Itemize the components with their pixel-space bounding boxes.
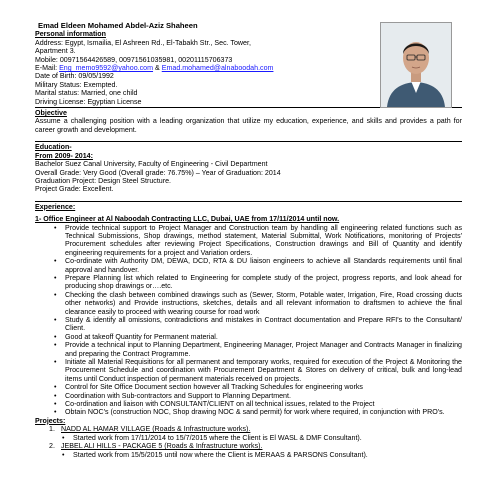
job-title: 1- Office Engineer at Al Naboodah Contracting LLC, Dubai, UAE from 17/11/2014 until now. bbox=[35, 215, 340, 224]
list-item: • Study & identify all omissions, contradictions and mistakes in Contract documentation and Prepare RFI's to the Consultant/ Client. bbox=[65, 316, 462, 333]
address-line-1: Address: Egypt, Ismailia, El Ashreen Rd., El-Tabakh Str., Sec. Tower, bbox=[35, 38, 251, 47]
education-line: Project Grade: Excellent. bbox=[35, 185, 114, 194]
profile-photo bbox=[380, 22, 452, 108]
project-title: JEBEL ALI HILLS - PACKAGE 5 (Roads & Infrastructure works). bbox=[61, 442, 263, 451]
education-line: Graduation Project: Design Steel Structure. bbox=[35, 176, 172, 185]
military-status: Military Status: Exempted. bbox=[35, 80, 118, 89]
email-link-work[interactable]: Emad.mohamed@alnaboodah.com bbox=[161, 64, 274, 73]
objective-heading: Objective bbox=[35, 109, 67, 118]
person-portrait-icon bbox=[381, 23, 451, 107]
project-title: NADD AL HAMAR VILLAGE (Roads & Infrastructure works). bbox=[61, 425, 251, 434]
projects-heading: Projects: bbox=[35, 416, 66, 425]
email-separator: & bbox=[155, 64, 160, 73]
personal-heading: Personal information bbox=[35, 30, 106, 39]
list-item: • Co-ordinate with Authority DM, DEWA, DCD, RTA & DU liaison engineers to achieve all Standards requirements until final approval and handover. bbox=[65, 257, 462, 274]
mobile-line: Mobile: 00971564426589, 00971561035981, 00201115706373 bbox=[35, 55, 233, 64]
divider bbox=[35, 141, 462, 142]
education-heading: Education- bbox=[35, 143, 72, 152]
email-label: E-Mail: bbox=[35, 64, 58, 73]
duties-list bbox=[35, 224, 462, 417]
project-item bbox=[49, 442, 462, 459]
list-item: • Good at takeoff Quantity for Permanent material. bbox=[65, 333, 462, 341]
project-number: 1. bbox=[49, 425, 55, 434]
divider bbox=[35, 201, 462, 202]
candidate-name: Emad Eldeen Mohamed Abdel-Aziz Shaheen bbox=[38, 22, 198, 30]
project-item bbox=[49, 425, 462, 442]
list-item: • Prepare Planning list which related to Engineering for complete study of the project, progress reports, and look ahead for producing shop drawings or….etc. bbox=[65, 274, 462, 291]
projects-list bbox=[35, 425, 462, 459]
education-period: From 2009- 2014: bbox=[35, 151, 93, 160]
marital-status: Marital status: Married, one child bbox=[35, 89, 138, 98]
list-item: • Provide technical support to Project Manager and Construction team by handling all engineering related functions such as Technical Submissions, Shop drawings, method statement, Material Submittal, Work Notifications, monitoring of Projects' Procurement schedules after reviewing Project Specifications, Construction drawings and Bill of Quantity and identify engineering requirements for a project and Variation orders. bbox=[65, 224, 462, 258]
project-detail: • Started work from 17/11/2014 to 15/7/2015 where the Client is El WASL & DMF Consultant). bbox=[73, 434, 462, 442]
list-item: • Obtain NOC's (construction NOC, Shop drawing NOC & sand permit) for work where required, in conjunction with PRO's. bbox=[65, 408, 462, 416]
driving-license: Driving License: Egyptian License bbox=[35, 97, 142, 106]
list-item: • Coordination with Sub-contractors and Support to Planning Department. bbox=[65, 392, 462, 400]
date-of-birth: Date of Birth: 09/05/1992 bbox=[35, 72, 114, 81]
education-line: Overall Grade: Very Good (Overall grade: 76.75%) – Year of Graduation: 2014 bbox=[35, 168, 281, 177]
list-item: • Provide a technical input to Planning Department, Engineering Manager, Project Manager and Contracts Manager in finalizing and preparing the Contract Programme. bbox=[65, 341, 462, 358]
project-number: 2. bbox=[49, 442, 55, 451]
experience-heading: Experience: bbox=[35, 202, 76, 211]
list-item: • Initiate all Material Requisitions for all permanent and temporary works, required for execution of the Project & Monitoring the Procurement Schedule and coordination with Procurement Department & Stores on delivery of critical, bulk and long-lead items until Conduct inspection of permanent materials received on projects. bbox=[65, 358, 462, 383]
cv-page bbox=[35, 22, 462, 488]
list-item: • Control for Site Office Document section however all Tracking Schedules for engineering works bbox=[65, 383, 462, 391]
project-detail: • Started work from 15/5/2015 until now where the Client is MERAAS & PARSONS Consultant). bbox=[73, 451, 462, 459]
list-item: • Checking the clash between combined drawings such as (Sewer, Storm, Potable water, Irrigation, Fire, Road crossing ducts other networks) and Provide instructions, sketches, details and all relevant information to draftsmen to achieve the final clearance easily to proceed with wearing course for road work bbox=[65, 291, 462, 316]
list-item: • Co-ordination and liaison with CONSULTANT/CLIENT on all technical issues, related to the Project bbox=[65, 400, 462, 408]
objective-text: Assume a challenging position with a leading organization that utilize my education, experience, and skills and provides a path for career growth and development. bbox=[35, 117, 462, 134]
address-line-2: Apartment 3. bbox=[35, 47, 76, 56]
education-line: Bachelor Suez Canal University, Faculty of Engineering - Civil Department bbox=[35, 160, 268, 169]
email-link-yahoo[interactable]: Eng_memo9592@yahoo.com bbox=[59, 64, 154, 73]
